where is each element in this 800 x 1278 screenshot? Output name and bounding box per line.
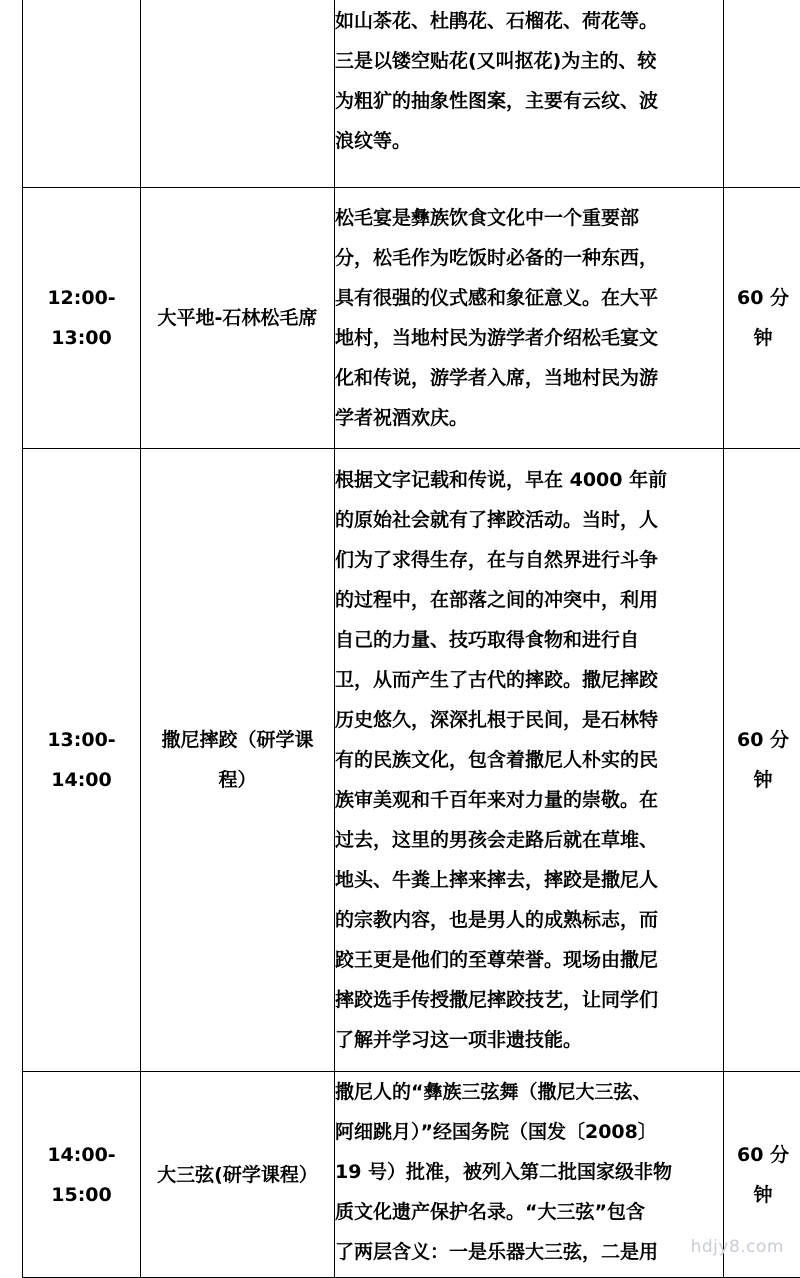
table-row [23,0,800,188]
time-cell [23,0,141,188]
time-start: 12:00- [23,278,140,318]
description-line: 卫，从而产生了古代的摔跤。撒尼摔跤 [335,660,723,700]
duration-value: 60 分 [724,720,800,760]
description-line: 地村，当地村民为游学者介绍松毛宴文 [335,318,723,358]
description-cell [335,0,724,188]
activity-name: 大三弦(研学课程） [141,1155,334,1195]
description-cell [335,188,724,449]
description-line: 化和传说，游学者入席，当地村民为游 [335,358,723,398]
time-end: 14:00 [23,760,140,800]
site-watermark: hdjy8.com [691,1237,784,1257]
duration-value: 60 分 [724,1135,800,1175]
description-line: 具有很强的仪式感和象征意义。在大平 [335,278,723,318]
description-line: 历史悠久，深深扎根于民间，是石林特 [335,700,723,740]
description-line: 浪纹等。 [335,121,723,161]
description-line: 的宗教内容，也是男人的成熟标志，而 [335,900,723,940]
table-row [23,188,800,449]
activity-name-cell [141,0,335,188]
description-cell [335,449,724,1072]
description-line: 学者祝酒欢庆。 [335,398,723,438]
schedule-table [22,0,800,1278]
description-line: 为粗犷的抽象性图案，主要有云纹、波 [335,81,723,121]
duration-value: 60 分 [724,278,800,318]
time-cell [23,188,141,449]
description-line: 的原始社会就有了摔跤活动。当时，人 [335,500,723,540]
description-line: 了两层含义：一是乐器大三弦，二是用 [335,1232,723,1272]
time-end: 13:00 [23,318,140,358]
table-row [23,449,800,1072]
description-line: 三是以镂空贴花(又叫抠花)为主的、较 [335,41,723,81]
description-line: 了解并学习这一项非遗技能。 [335,1020,723,1060]
description-line: 19 号）批准，被列入第二批国家级非物 [335,1152,723,1192]
activity-name: 大平地-石林松毛席 [141,298,334,338]
description-line: 们为了求得生存，在与自然界进行斗争 [335,540,723,580]
duration-cell [724,188,800,449]
table-row [23,1072,800,1278]
time-end: 15:00 [23,1175,140,1215]
description-line: 根据文字记载和传说，早在 4000 年前 [335,460,723,500]
description-line: 过去，这里的男孩会走路后就在草堆、 [335,820,723,860]
activity-name-cell [141,449,335,1072]
time-cell [23,1072,141,1278]
duration-cell [724,0,800,188]
description-line: 摔跤选手传授撒尼摔跤技艺，让同学们 [335,980,723,1020]
description-line: 如山茶花、杜鹃花、石榴花、荷花等。 [335,1,723,41]
description-line: 地头、牛粪上摔来摔去，摔跤是撒尼人 [335,860,723,900]
description-line: 族审美观和千百年来对力量的崇敬。在 [335,780,723,820]
description-line: 阿细跳月）”经国务院（国发〔2008〕 [335,1112,723,1152]
duration-cell [724,449,800,1072]
description-line: 松毛宴是彝族饮食文化中一个重要部 [335,198,723,238]
time-cell [23,449,141,1072]
time-start: 13:00- [23,720,140,760]
description-line: 的过程中，在部落之间的冲突中，利用 [335,580,723,620]
description-line: 分，松毛作为吃饭时必备的一种东西， [335,238,723,278]
duration-unit: 钟 [724,318,800,358]
duration-unit: 钟 [724,760,800,800]
activity-name-cell [141,188,335,449]
description-line: 质文化遗产保护名录。“大三弦”包含 [335,1192,723,1232]
duration-unit: 钟 [724,1175,800,1215]
activity-name: 撒尼摔跤（研学课 [141,720,334,760]
activity-name: 程） [141,760,334,800]
description-line: 跤王更是他们的至尊荣誉。现场由撒尼 [335,940,723,980]
activity-name-cell [141,1072,335,1278]
time-start: 14:00- [23,1135,140,1175]
description-cell [335,1072,724,1278]
description-line: 有的民族文化，包含着撒尼人朴实的民 [335,740,723,780]
description-line: 撒尼人的“彝族三弦舞（撒尼大三弦、 [335,1072,723,1112]
description-line: 自己的力量、技巧取得食物和进行自 [335,620,723,660]
